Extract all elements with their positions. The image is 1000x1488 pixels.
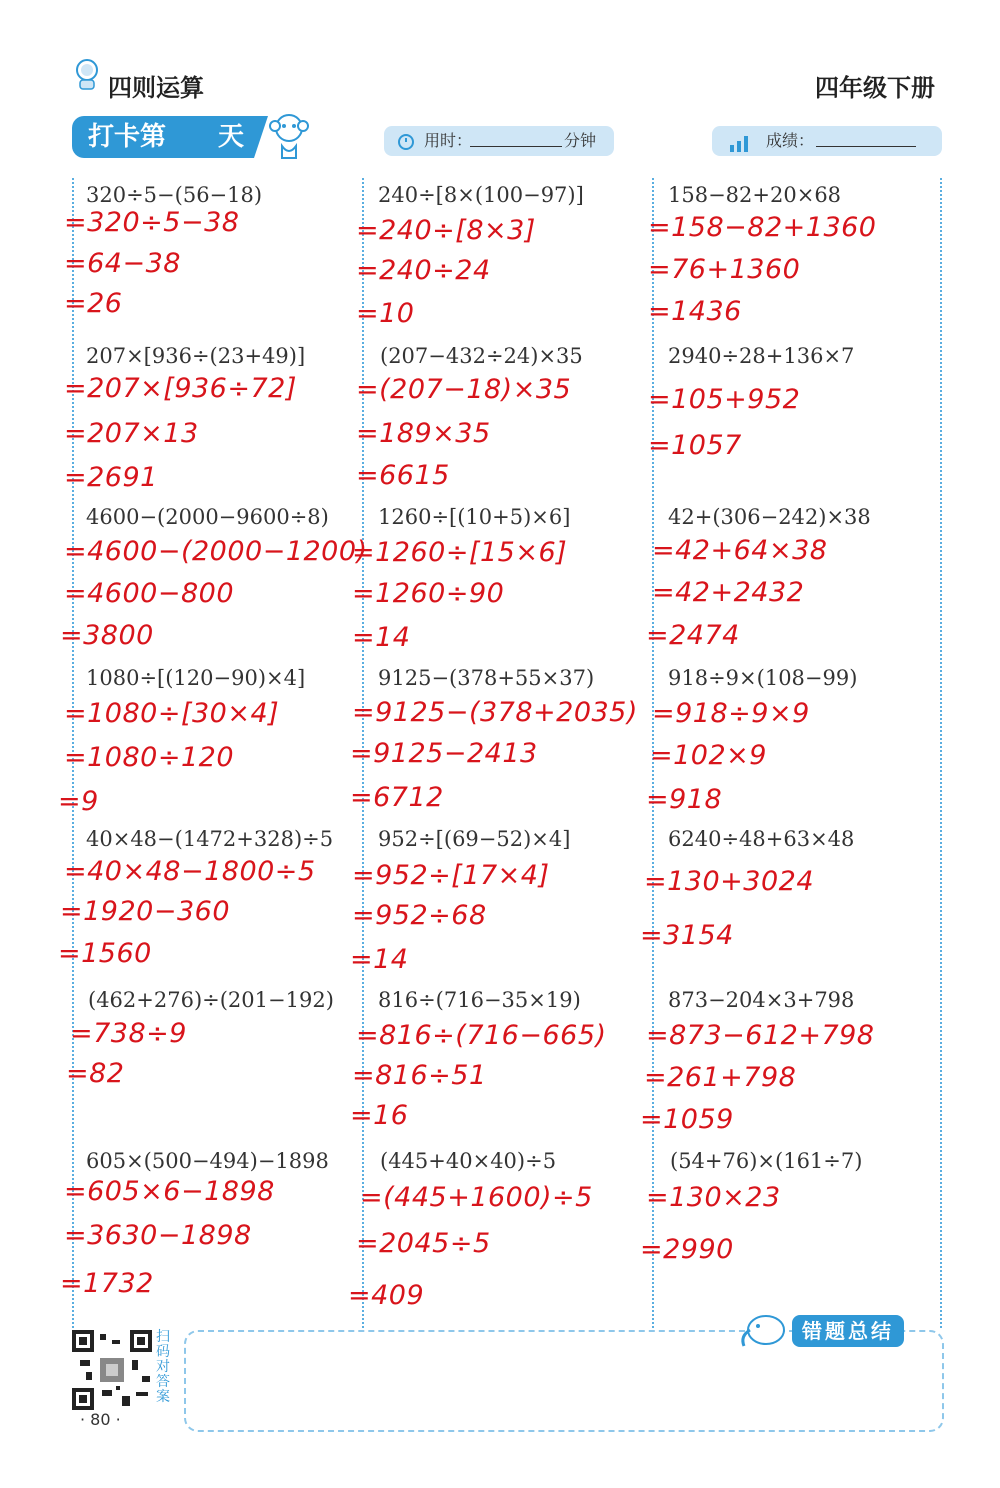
solution-step: =14: [352, 622, 411, 653]
solution-step: =158−82+1360: [648, 212, 877, 243]
solution-step: =952÷[17×4]: [352, 860, 550, 891]
problem-expression: 207×[936÷(23+49)]: [86, 344, 306, 368]
time-unit: 分钟: [564, 131, 597, 150]
time-label: 用时：: [424, 131, 473, 150]
solution-step: =1080÷120: [64, 742, 234, 773]
problem-expression: (462+276)÷(201−192): [88, 988, 334, 1012]
solution-step: =42+2432: [652, 577, 805, 608]
page-number: · 80 ·: [80, 1410, 121, 1429]
solution-step: =3800: [60, 620, 154, 651]
checkin-day-label: 天: [218, 122, 245, 152]
problem-expression: (54+76)×(161÷7): [670, 1149, 863, 1173]
qr-code[interactable]: [72, 1330, 152, 1410]
solution-step: =918: [646, 784, 723, 815]
solution-step: =6615: [356, 460, 450, 491]
solution-step: =261+798: [644, 1062, 797, 1093]
solution-step: =76+1360: [648, 254, 801, 285]
lion-mascot-icon: [72, 58, 102, 90]
solution-step: =14: [350, 944, 409, 975]
problem-expression: 4600−(2000−9600÷8): [86, 505, 329, 529]
solution-step: =105+952: [648, 384, 801, 415]
solution-step: =130×23: [646, 1182, 781, 1213]
solution-step: =1920−360: [60, 896, 230, 927]
solution-step: =816÷51: [352, 1060, 487, 1091]
problem-expression: 9125−(378+55×37): [378, 666, 595, 690]
solution-step: =738÷9: [70, 1018, 187, 1049]
solution-step: =9125−2413: [350, 738, 538, 769]
grade-label: 四年级下册: [815, 74, 935, 102]
solution-step: =82: [66, 1058, 125, 1089]
solution-step: =3154: [640, 920, 734, 951]
scan-answer-label: 扫码对答案: [156, 1329, 170, 1405]
solution-step: =2691: [64, 462, 158, 493]
solution-step: =9125−(378+2035): [352, 697, 638, 728]
solution-step: =320÷5−38: [64, 207, 240, 238]
problem-expression: 42+(306−242)×38: [668, 505, 871, 529]
solution-step: =(207−18)×35: [356, 374, 572, 405]
time-field: [384, 126, 614, 156]
bar-chart-icon: [728, 131, 752, 153]
grid-right-border: [940, 178, 942, 1328]
problem-expression: (445+40×40)÷5: [380, 1149, 557, 1173]
problem-expression: 40×48−(1472+328)÷5: [86, 827, 334, 851]
solution-step: =1059: [640, 1104, 734, 1135]
alarm-clock-icon: [396, 131, 416, 151]
solution-step: =3630−1898: [64, 1220, 252, 1251]
time-input-line[interactable]: [470, 132, 562, 147]
solution-step: =1080÷[30×4]: [64, 698, 280, 729]
solution-step: =2045÷5: [356, 1228, 491, 1259]
solution-step: =1260÷[15×6]: [352, 537, 568, 568]
checkin-banner: [72, 116, 254, 158]
solution-step: =1057: [648, 430, 742, 461]
solution-step: =605×6−1898: [64, 1176, 275, 1207]
solution-step: =40×48−1800÷5: [64, 856, 316, 887]
solution-step: =952÷68: [352, 900, 487, 931]
solution-step: =207×13: [64, 418, 199, 449]
score-input-line[interactable]: [816, 132, 916, 147]
solution-step: =102×9: [650, 740, 767, 771]
solution-step: =409: [348, 1280, 425, 1311]
problem-expression: 1260÷[(10+5)×6]: [378, 505, 571, 529]
solution-step: =6712: [350, 782, 444, 813]
checkin-label: 打卡第: [88, 122, 167, 152]
error-summary-label: 错题总结: [792, 1315, 904, 1347]
page-title: 四则运算: [108, 74, 204, 102]
problem-expression: 6240÷48+63×48: [668, 827, 855, 851]
solution-step: =2990: [640, 1234, 734, 1265]
solution-step: =1732: [60, 1268, 154, 1299]
problem-expression: 952÷[(69−52)×4]: [378, 827, 571, 851]
solution-step: =1436: [648, 296, 742, 327]
solution-step: =42+64×38: [652, 535, 828, 566]
solution-step: =9: [58, 786, 99, 817]
solution-step: =(445+1600)÷5: [360, 1182, 593, 1213]
solution-step: =240÷[8×3]: [356, 215, 536, 246]
solution-step: =16: [350, 1100, 409, 1131]
solution-step: =130+3024: [644, 866, 814, 897]
problem-expression: 2940÷28+136×7: [668, 344, 855, 368]
solution-step: =2474: [646, 620, 740, 651]
solution-step: =64−38: [64, 248, 181, 279]
solution-step: =4600−(2000−1200): [64, 536, 368, 567]
problem-expression: 816÷(716−35×19): [378, 988, 581, 1012]
solution-step: =1560: [58, 938, 152, 969]
problem-expression: 1080÷[(120−90)×4]: [86, 666, 306, 690]
solution-step: =918÷9×9: [652, 698, 810, 729]
problem-expression: (207−432÷24)×35: [380, 344, 583, 368]
problem-expression: 158−82+20×68: [668, 183, 842, 207]
solution-step: =26: [64, 288, 123, 319]
elephant-mascot-icon: [736, 1310, 792, 1350]
monkey-mascot-icon: [264, 110, 314, 162]
score-label: 成绩：: [766, 131, 815, 150]
solution-step: =873−612+798: [646, 1020, 875, 1051]
problem-expression: 918÷9×(108−99): [668, 666, 858, 690]
solution-step: =1260÷90: [352, 578, 505, 609]
problem-expression: 320÷5−(56−18): [86, 183, 263, 207]
solution-step: =240÷24: [356, 255, 491, 286]
solution-step: =189×35: [356, 418, 491, 449]
solution-step: =207×[936÷72]: [64, 373, 297, 404]
problem-expression: 240÷[8×(100−97)]: [378, 183, 584, 207]
solution-step: =816÷(716−665): [356, 1020, 607, 1051]
solution-step: =4600−800: [64, 578, 234, 609]
problem-expression: 873−204×3+798: [668, 988, 855, 1012]
solution-step: =10: [356, 298, 415, 329]
problem-expression: 605×(500−494)−1898: [86, 1149, 329, 1173]
score-field: [712, 126, 942, 156]
